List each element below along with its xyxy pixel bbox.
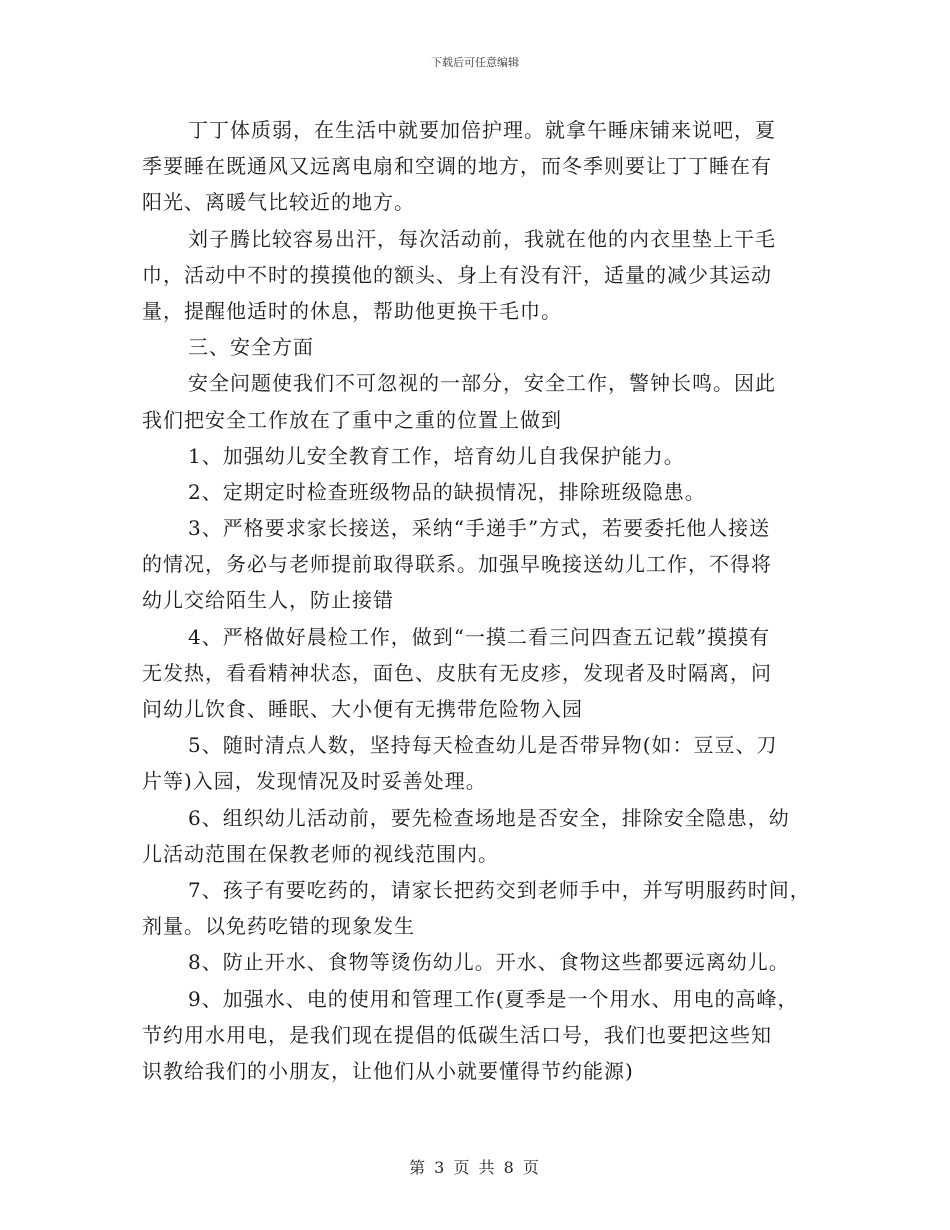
- list-item-line: 1、加强幼儿安全教育工作，培育幼儿自我保护能力。: [188, 443, 685, 468]
- document-body: [142, 112, 810, 1089]
- list-item-line: 2、定期定时检查班级物品的缺损情况，排除班级隐患。: [188, 479, 706, 504]
- list-item-line: 7、孩子有要吃药的，请家长把药交到老师手中，并写明服药时间，: [188, 877, 811, 902]
- list-item-line: 剂量。以免药吃错的现象发生: [142, 914, 415, 939]
- list-item-line: 9、加强水、电的使用和管理工作(夏季是一个用水、用电的高峰，: [188, 986, 799, 1011]
- list-item-line: 节约用水用电，是我们现在提倡的低碳生活口号，我们也要把这些知: [142, 1022, 772, 1047]
- paragraph-line: 刘子腾比较容易出汗，每次活动前，我就在他的内衣里垫上干毛: [188, 226, 776, 251]
- list-item-line: 8、防止开水、食物等烫伤幼儿。开水、食物这些都要远离幼儿。: [188, 950, 790, 975]
- paragraph-line: 阳光、离暖气比较近的地方。: [142, 190, 415, 215]
- list-item-line: 无发热，看看精神状态，面色、皮肤有无皮疹，发现者及时隔离，问: [142, 660, 772, 685]
- paragraph-line: 丁丁体质弱，在生活中就要加倍护理。就拿午睡床铺来说吧，夏: [188, 118, 776, 142]
- paragraph-line: 我们把安全工作放在了重中之重的位置上做到: [142, 407, 562, 432]
- list-item-line: 的情况，务必与老师提前取得联系。加强早晚接送幼儿工作，不得将: [142, 552, 772, 577]
- list-item-line: 识教给我们的小朋友，让他们从小就要懂得节约能源): [142, 1058, 634, 1083]
- list-item-line: 3、严格要求家长接送，采纳“手递手”方式，若要委托他人接送: [188, 516, 771, 541]
- list-item-line: 片等)入园，发现情况及时妥善处理。: [142, 769, 487, 794]
- list-item-line: 儿活动范围在保教老师的视线范围内。: [142, 841, 499, 866]
- list-item-line: 幼儿交给陌生人，防止接错: [142, 588, 394, 613]
- list-item-line: 4、严格做好晨检工作，做到“一摸二看三问四查五记载”摸摸有: [188, 624, 771, 649]
- paragraph-line: 量，提醒他适时的休息，帮助他更换干毛巾。: [142, 298, 562, 323]
- list-item-line: 问幼儿饮食、睡眠、大小便有无携带危险物入园: [142, 697, 583, 721]
- list-item-line: 5、随时清点人数，坚持每天检查幼儿是否带异物(如：豆豆、刀: [188, 733, 778, 758]
- paragraph-line: 巾，活动中不时的摸摸他的额头、身上有没有汗，适量的减少其运动: [142, 262, 772, 287]
- page-header: 下载后可任意编辑: [431, 56, 519, 69]
- list-item-line: 6、组织幼儿活动前，要先检查场地是否安全，排除安全隐患，幼: [188, 805, 790, 830]
- page-number: 第 3 页 共 8 页: [409, 1158, 541, 1177]
- paragraph-line: 安全问题使我们不可忽视的一部分，安全工作，警钟长鸣。因此: [188, 371, 776, 396]
- section-heading: 三、安全方面: [188, 335, 314, 360]
- paragraph-line: 季要睡在既通风又远离电扇和空调的地方，而冬季则要让丁丁睡在有: [142, 154, 772, 179]
